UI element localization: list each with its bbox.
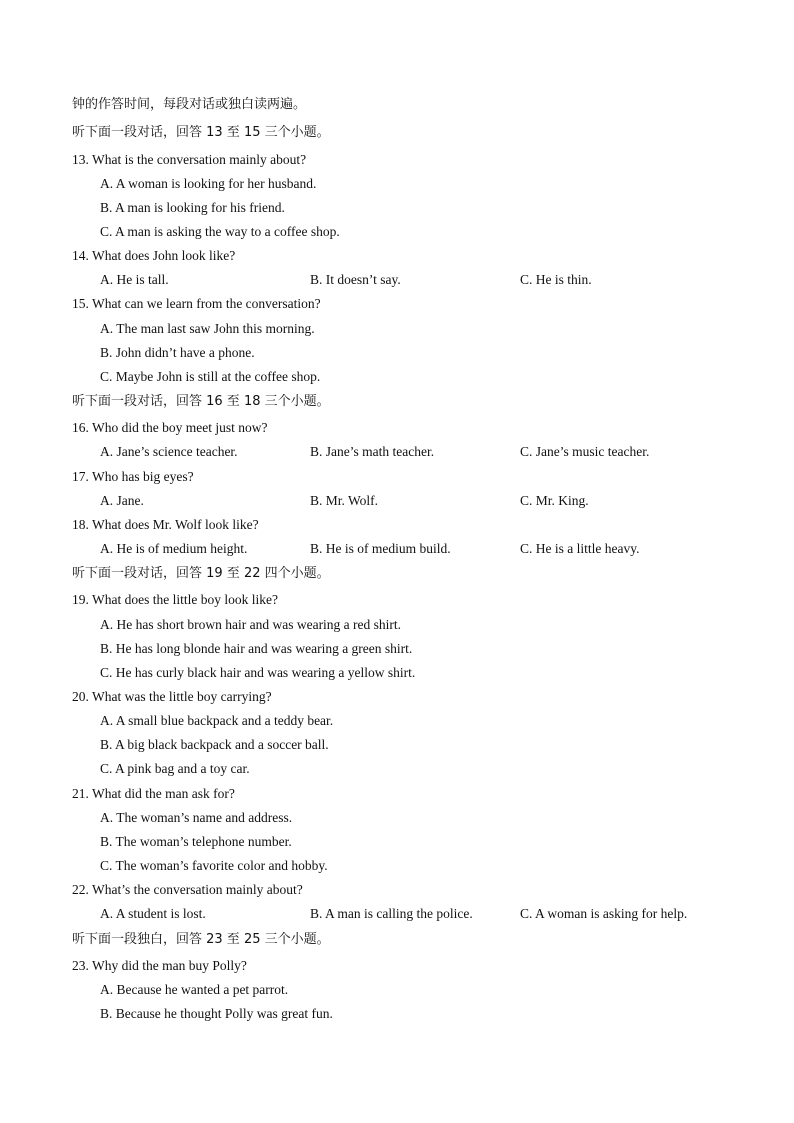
question-14: 14. What does John look like? [72, 248, 236, 263]
q22-option-b: B. A man is calling the police. [310, 906, 473, 921]
q18-option-b: B. He is of medium build. [310, 541, 451, 556]
question-21: 21. What did the man ask for? [72, 786, 235, 801]
q18-option-c: C. He is a little heavy. [520, 541, 640, 556]
q21-option-a: A. The woman’s name and address. [100, 810, 293, 825]
q14-option-a: A. He is tall. [100, 272, 169, 287]
question-16: 16. Who did the boy meet just now? [72, 420, 268, 435]
q21-option-b: B. The woman’s telephone number. [100, 834, 292, 849]
question-22: 22. What’s the conversation mainly about? [72, 882, 303, 897]
q18-option-a: A. He is of medium height. [100, 541, 248, 556]
q16-option-a: A. Jane’s science teacher. [100, 444, 238, 459]
q19-option-c: C. He has curly black hair and was wearing a yellow shirt. [100, 665, 416, 680]
section-heading: 听下面一段对话，回答 16 至 18 三个小题。 [72, 394, 330, 409]
section-heading: 听下面一段独白，回答 23 至 25 三个小题。 [72, 932, 330, 947]
intro-text: 钟的作答时间，每段对话或独白读两遍。 [72, 97, 307, 112]
q14-option-c: C. He is thin. [520, 272, 592, 287]
q20-option-c: C. A pink bag and a toy car. [100, 761, 250, 776]
section-heading: 听下面一段对话，回答 19 至 22 四个小题。 [72, 566, 330, 581]
q19-option-a: A. He has short brown hair and was wearing a red shirt. [100, 617, 402, 632]
q20-option-b: B. A big black backpack and a soccer ball. [100, 737, 329, 752]
q13-option-a: A. A woman is looking for her husband. [100, 176, 317, 191]
q16-option-c: C. Jane’s music teacher. [520, 444, 650, 459]
q14-option-b: B. It doesn’t say. [310, 272, 401, 287]
q20-option-a: A. A small blue backpack and a teddy bear. [100, 713, 334, 728]
q19-option-b: B. He has long blonde hair and was wearing a green shirt. [100, 641, 413, 656]
q15-option-b: B. John didn’t have a phone. [100, 345, 255, 360]
q16-option-b: B. Jane’s math teacher. [310, 444, 435, 459]
q15-option-c: C. Maybe John is still at the coffee shop. [100, 369, 321, 384]
question-18: 18. What does Mr. Wolf look like? [72, 517, 259, 532]
question-19: 19. What does the little boy look like? [72, 592, 278, 607]
q22-option-c: C. A woman is asking for help. [520, 906, 688, 921]
q17-option-c: C. Mr. King. [520, 493, 589, 508]
q13-option-c: C. A man is asking the way to a coffee shop. [100, 224, 340, 239]
question-17: 17. Who has big eyes? [72, 469, 194, 484]
q15-option-a: A. The man last saw John this morning. [100, 321, 315, 336]
q17-option-a: A. Jane. [100, 493, 144, 508]
question-20: 20. What was the little boy carrying? [72, 689, 272, 704]
q23-option-a: A. Because he wanted a pet parrot. [100, 982, 289, 997]
question-15: 15. What can we learn from the conversation? [72, 296, 321, 311]
q23-option-b: B. Because he thought Polly was great fun. [100, 1006, 333, 1021]
question-13: 13. What is the conversation mainly about? [72, 152, 307, 167]
q22-option-a: A. A student is lost. [100, 906, 206, 921]
q17-option-b: B. Mr. Wolf. [310, 493, 379, 508]
q21-option-c: C. The woman’s favorite color and hobby. [100, 858, 328, 873]
q13-option-b: B. A man is looking for his friend. [100, 200, 285, 215]
section-heading: 听下面一段对话，回答 13 至 15 三个小题。 [72, 125, 330, 140]
question-23: 23. Why did the man buy Polly? [72, 958, 247, 973]
